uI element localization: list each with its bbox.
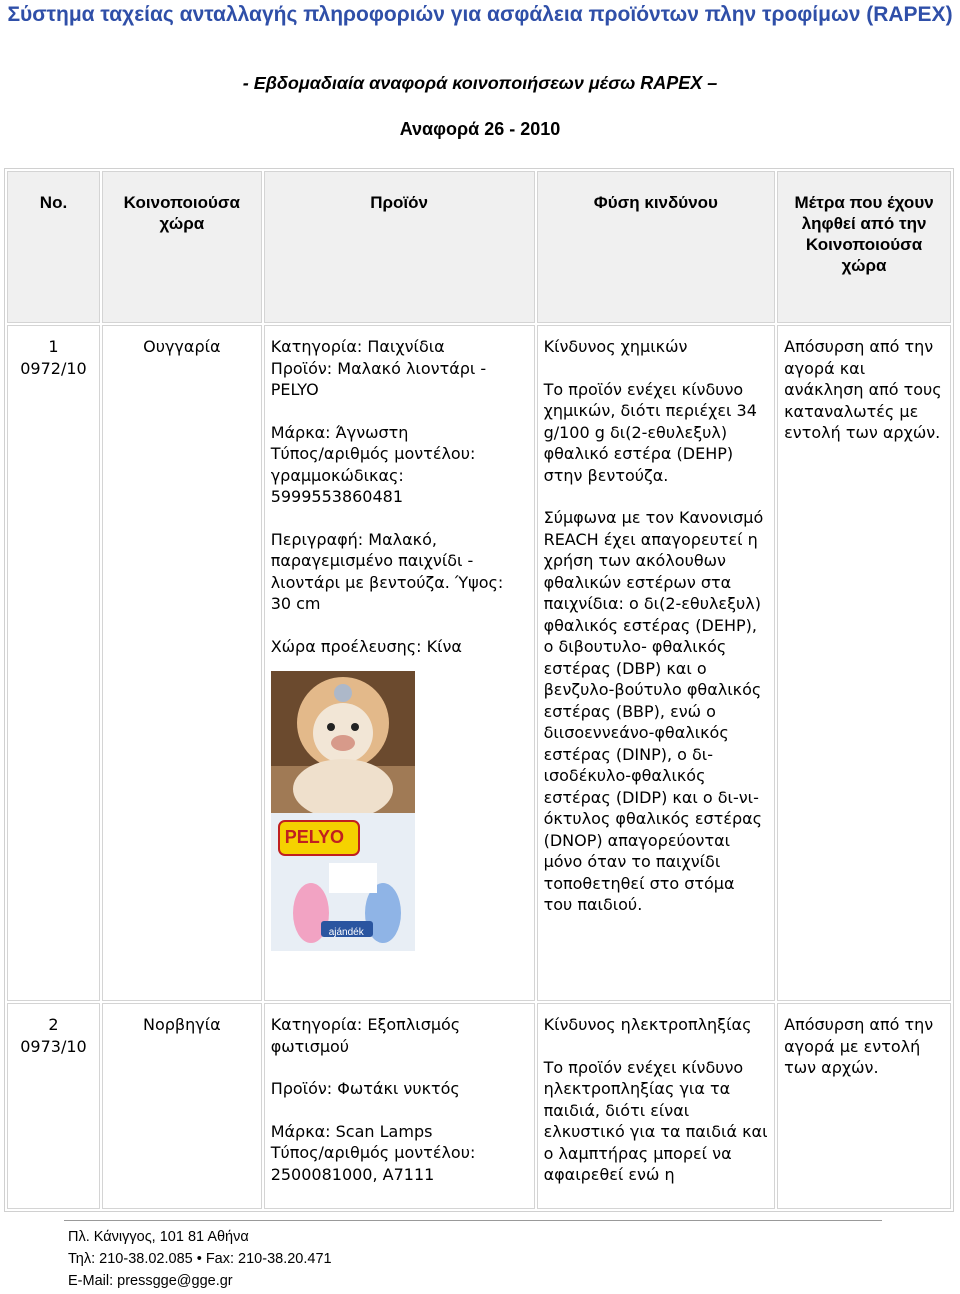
packaging-logo-text: PELYO: [284, 827, 345, 847]
row-number: 1: [48, 337, 59, 356]
risk-cell: [537, 1003, 776, 1209]
packaging-image: [271, 813, 415, 951]
product-category: Κατηγορία: Παιχνίδια: [270, 337, 445, 356]
row-number-cell: [7, 1003, 100, 1209]
product-category: Κατηγορία: Εξοπλισμός φωτισμού: [270, 1015, 461, 1056]
table-row: [7, 325, 951, 1001]
header-country: Κοινοποιούσα χώρα: [102, 171, 262, 323]
footer-phone: Τηλ: 210-38.02.085 • Fax: 210-38.20.471: [68, 1251, 332, 1267]
product-name: Προϊόν: Μαλακό λιοντάρι - PELYO: [270, 358, 487, 399]
risk-type: Κίνδυνος χημικών: [543, 337, 688, 356]
risk-regulation: Σύμφωνα με τον Κανονισμό REACH έχει απαγορευτεί η χρήση των ακόλουθων φθαλικών εστέρων στα παιχνίδια: ο δι(2-εθυλεξυλ) φθαλικός εστέρας (DEHP), ο διβουτυλο- φθαλικός εστέρας (DBP) και ο βενζυλο-βούτυλο φθαλικός εστέρας (BBP), ενώ ο διισοεννεάνο-φθαλικός εστέρας (DINP), ο δι-ισοδέκυλο-φθαλικός εστέρας (DIDP) και ο δι-νι-όκτυλος φθαλικός εστέρας (DNOP) απαγορεύονται μόνο όταν το παιχνίδι τοποθετηθεί στο στόμα του παιδιού.: [543, 508, 764, 914]
notifications-table: [4, 168, 954, 1212]
document-subtitle: - Εβδομαδιαία αναφορά κοινοποιήσεων μέσω RAPEX –: [242, 73, 718, 93]
product-photo: [271, 671, 415, 951]
header-risk: Φύση κινδύνου: [537, 171, 776, 323]
lion-toy-image: [271, 671, 415, 813]
product-origin: Χώρα προέλευσης: Κίνα: [270, 636, 462, 656]
footer-email[interactable]: E-Mail: pressgge@gge.gr: [68, 1273, 233, 1289]
measures-cell: Απόσυρση από την αγορά και ανάκληση από τους καταναλωτές με εντολή των αρχών.: [777, 325, 951, 1001]
row-number: 2: [48, 1015, 59, 1034]
document-title: Σύστημα ταχείας ανταλλαγής πληροφοριών για ασφάλεια προϊόντων πλην τροφίμων (RAPEX): [7, 3, 953, 26]
footer-address: Πλ. Κάνιγγος, 101 81 Αθήνα: [68, 1229, 249, 1245]
packaging-label-text: ajándék: [328, 927, 364, 938]
product-cell: [264, 325, 535, 1001]
row-number-cell: [7, 325, 100, 1001]
risk-detail: Το προϊόν ενέχει κίνδυνο ηλεκτροπληξίας για τα παιδιά, διότι είναι ελκυστικό για τα παιδιά και ο λαμπτήρας μπορεί να αφαιρεθεί ενώ η: [543, 1057, 768, 1184]
header-product: Προϊόν: [264, 171, 535, 323]
country-cell: Ουγγαρία: [102, 325, 262, 1001]
header-no: No.: [7, 171, 100, 323]
header-measures: Μέτρα που έχουν ληφθεί από την Κοινοποιούσα χώρα: [777, 171, 951, 323]
risk-type: Κίνδυνος ηλεκτροπληξίας: [543, 1015, 752, 1034]
risk-detail: Το προϊόν ενέχει κίνδυνο χημικών, διότι περιέχει 34 g/100 g δι(2-εθυλεξυλ) φθαλικό εστέρα (DEHP) στην βεντούζα.: [543, 379, 757, 485]
report-number: Αναφορά 26 - 2010: [399, 119, 561, 139]
product-brand: Μάρκα: Άγνωστη: [270, 422, 409, 442]
product-cell: [264, 1003, 535, 1209]
footer-divider: [64, 1220, 882, 1221]
country-cell: Νορβηγία: [102, 1003, 262, 1209]
row-reference: 0973/10: [20, 1036, 87, 1056]
table-row: [7, 1003, 951, 1209]
row-reference: 0972/10: [20, 358, 87, 378]
product-model: Τύπος/αριθμός μοντέλου: 2500081000, A7111: [270, 1143, 476, 1184]
product-description: Περιγραφή: Μαλακό, παραγεμισμένο παιχνίδι - λιοντάρι με βεντούζα. Ύψος: 30 cm: [270, 529, 504, 613]
risk-cell: [537, 325, 776, 1001]
measures-cell: Απόσυρση από την αγορά με εντολή των αρχών.: [777, 1003, 951, 1209]
product-brand: Μάρκα: Scan Lamps: [270, 1121, 433, 1141]
product-model: Τύπος/αριθμός μοντέλου: γραμμοκώδικας: 5999553860481: [270, 444, 476, 506]
table-header-row: [7, 171, 951, 323]
product-name: Προϊόν: Φωτάκι νυκτός: [270, 1079, 460, 1098]
